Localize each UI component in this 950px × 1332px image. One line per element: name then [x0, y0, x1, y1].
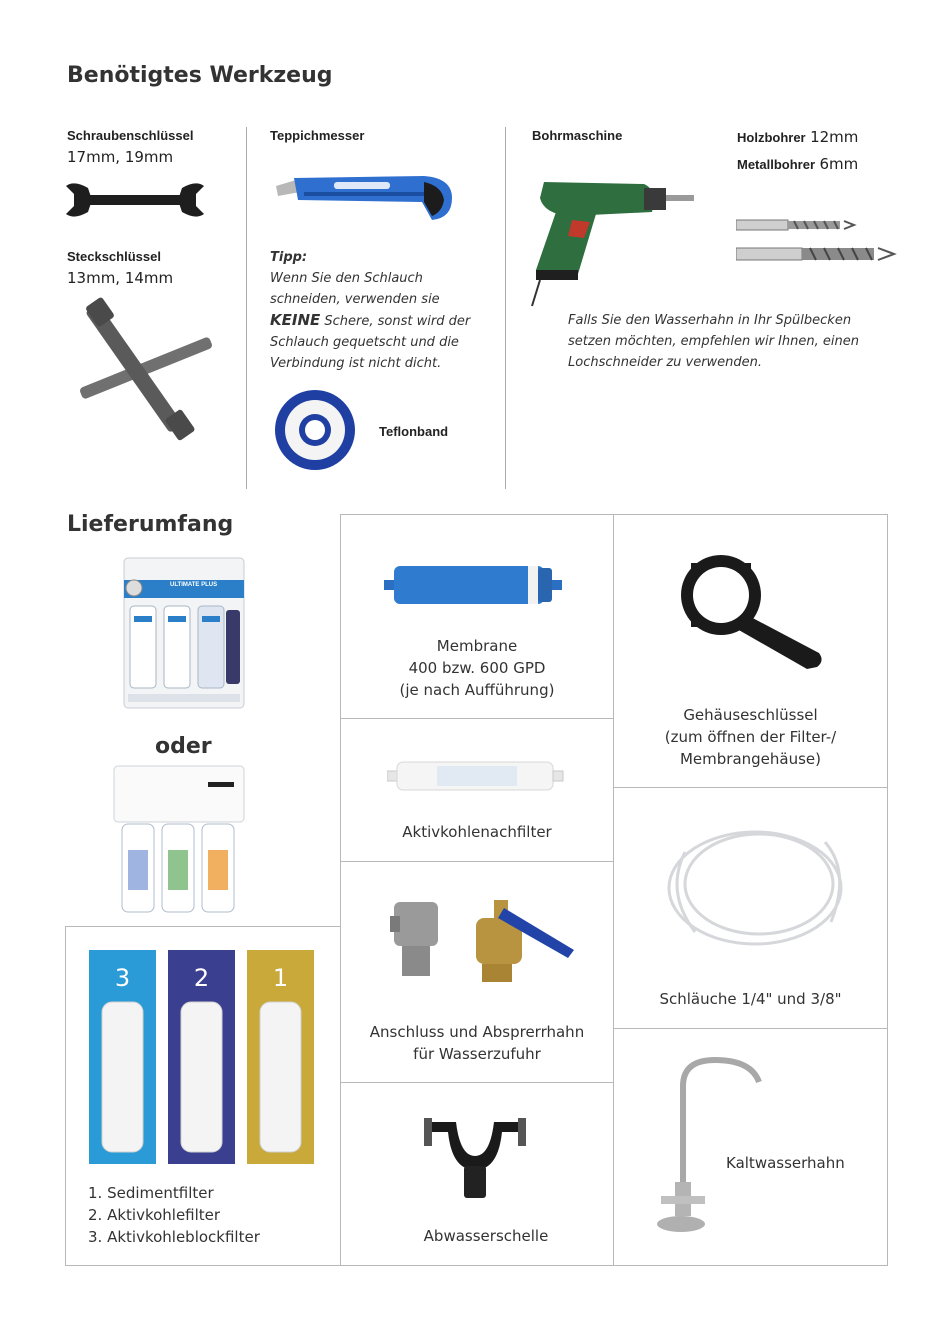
tip-line-2: schneiden, verwenden sie: [270, 292, 440, 307]
wood-bit-text: [737, 128, 858, 147]
filter-list-item-3: 3. Aktivkohleblockfilter: [88, 1228, 260, 1246]
faucet-caption: Kaltwasserhahn: [726, 1154, 845, 1172]
metal-bit-icon: [736, 244, 898, 264]
tip-line-3-text: Schere, sonst wird der: [324, 314, 471, 329]
filter-list-item-1: 1. Sedimentfilter: [88, 1184, 214, 1202]
membrane-line-1: Membrane: [436, 637, 518, 655]
wood-bit-label: Holzbohrer: [737, 130, 806, 145]
divider-1: [246, 127, 247, 489]
membrane-caption: [340, 635, 614, 701]
ro-system-alt-image: [112, 764, 248, 916]
filter-list-item-2: 2. Aktivkohlefilter: [88, 1206, 221, 1224]
wrench-label: Schraubenschlüssel: [67, 128, 194, 143]
carbon-post-caption: Aktivkohlenachfilter: [402, 823, 552, 841]
filter-cartridge-2: [181, 1002, 222, 1152]
tools-heading: Benötigtes Werkzeug: [67, 63, 333, 88]
membrane-line-2: 400 bzw. 600 GPD: [408, 659, 546, 677]
drill-note-line-1: Falls Sie den Wasserhahn in Ihr Spülbecken: [568, 313, 852, 328]
metal-bit-label: Metallbohrer: [737, 157, 816, 172]
housing-key-line-3: Membrangehäuse): [679, 750, 822, 768]
housing-key-icon: [677, 553, 827, 673]
filter-number-3: 3: [114, 964, 131, 992]
membrane-line-3: (je nach Aufführung): [399, 681, 555, 699]
hoses-icon: [655, 812, 855, 962]
connector-line-1: Anschluss und Absprerrhahn: [369, 1023, 585, 1041]
drain-clamp-icon: [420, 1110, 530, 1202]
carbon-post-icon: [387, 758, 565, 794]
ro-system-image: [118, 550, 250, 718]
membrane-icon: [384, 564, 564, 606]
tip-box: [270, 247, 490, 374]
housing-key-caption: [613, 704, 888, 770]
socket-wrench-sizes: 13mm, 14mm: [67, 269, 174, 287]
connector-caption: [340, 1021, 614, 1065]
tip-line-1: Wenn Sie den Schlauch: [270, 271, 423, 286]
tip-line-4: Schlauch gequetscht und die: [270, 335, 459, 350]
housing-key-line-1: Gehäuseschlüssel: [683, 706, 818, 724]
filter-cartridges-svg: [89, 950, 319, 1165]
teflon-label: Teflonband: [379, 424, 449, 439]
tip-keine: KEINE: [270, 311, 321, 329]
drill-note: [568, 310, 888, 373]
teflon-tape-icon: [273, 388, 357, 472]
drill-label: Bohrmaschine: [532, 128, 623, 143]
connector-line-2: für Wasserzufuhr: [413, 1045, 541, 1063]
cutter-knife-icon: [274, 172, 456, 228]
socket-wrench-label: Steckschlüssel: [67, 249, 161, 264]
hoses-caption: Schläuche 1/4" und 3/8": [659, 990, 842, 1008]
faucet-icon: [655, 1056, 765, 1238]
oder-text: oder: [155, 734, 212, 759]
wood-bit-size: 12mm: [810, 128, 859, 146]
wrench-sizes: 17mm, 19mm: [67, 148, 174, 166]
tip-line-3: [270, 310, 490, 332]
filter-cartridges-chart: [89, 950, 319, 1165]
drill-note-line-2: setzen möchten, empfehlen wir Ihnen, einen: [568, 334, 859, 349]
drill-note-line-3: Lochschneider zu verwenden.: [568, 355, 763, 370]
cutter-label: Teppichmesser: [270, 128, 365, 143]
filter-number-2: 2: [193, 964, 210, 992]
wrench-icon: [64, 180, 206, 220]
metal-bit-size: 6mm: [819, 155, 859, 173]
tip-line-5: Verbindung ist nicht dicht.: [270, 356, 442, 371]
filter-number-1: 1: [272, 964, 289, 992]
wood-bit-icon: [736, 217, 858, 233]
housing-key-line-2: (zum öffnen der Filter-/: [664, 728, 837, 746]
divider-2: [505, 127, 506, 489]
drain-clamp-caption: Abwasserschelle: [423, 1227, 549, 1245]
filter-cartridge-1: [260, 1002, 301, 1152]
drill-icon: [526, 176, 698, 312]
ro-system-badge: ULTIMATE PLUS: [170, 582, 218, 588]
filter-cartridge-3: [102, 1002, 143, 1152]
tip-title: Tipp:: [270, 250, 308, 265]
delivery-heading: Lieferumfang: [67, 512, 234, 537]
filter-list: [88, 1182, 260, 1248]
metal-bit-text: [737, 155, 858, 174]
connector-valve-icon: [384, 892, 584, 988]
socket-wrench-icon: [66, 292, 218, 444]
